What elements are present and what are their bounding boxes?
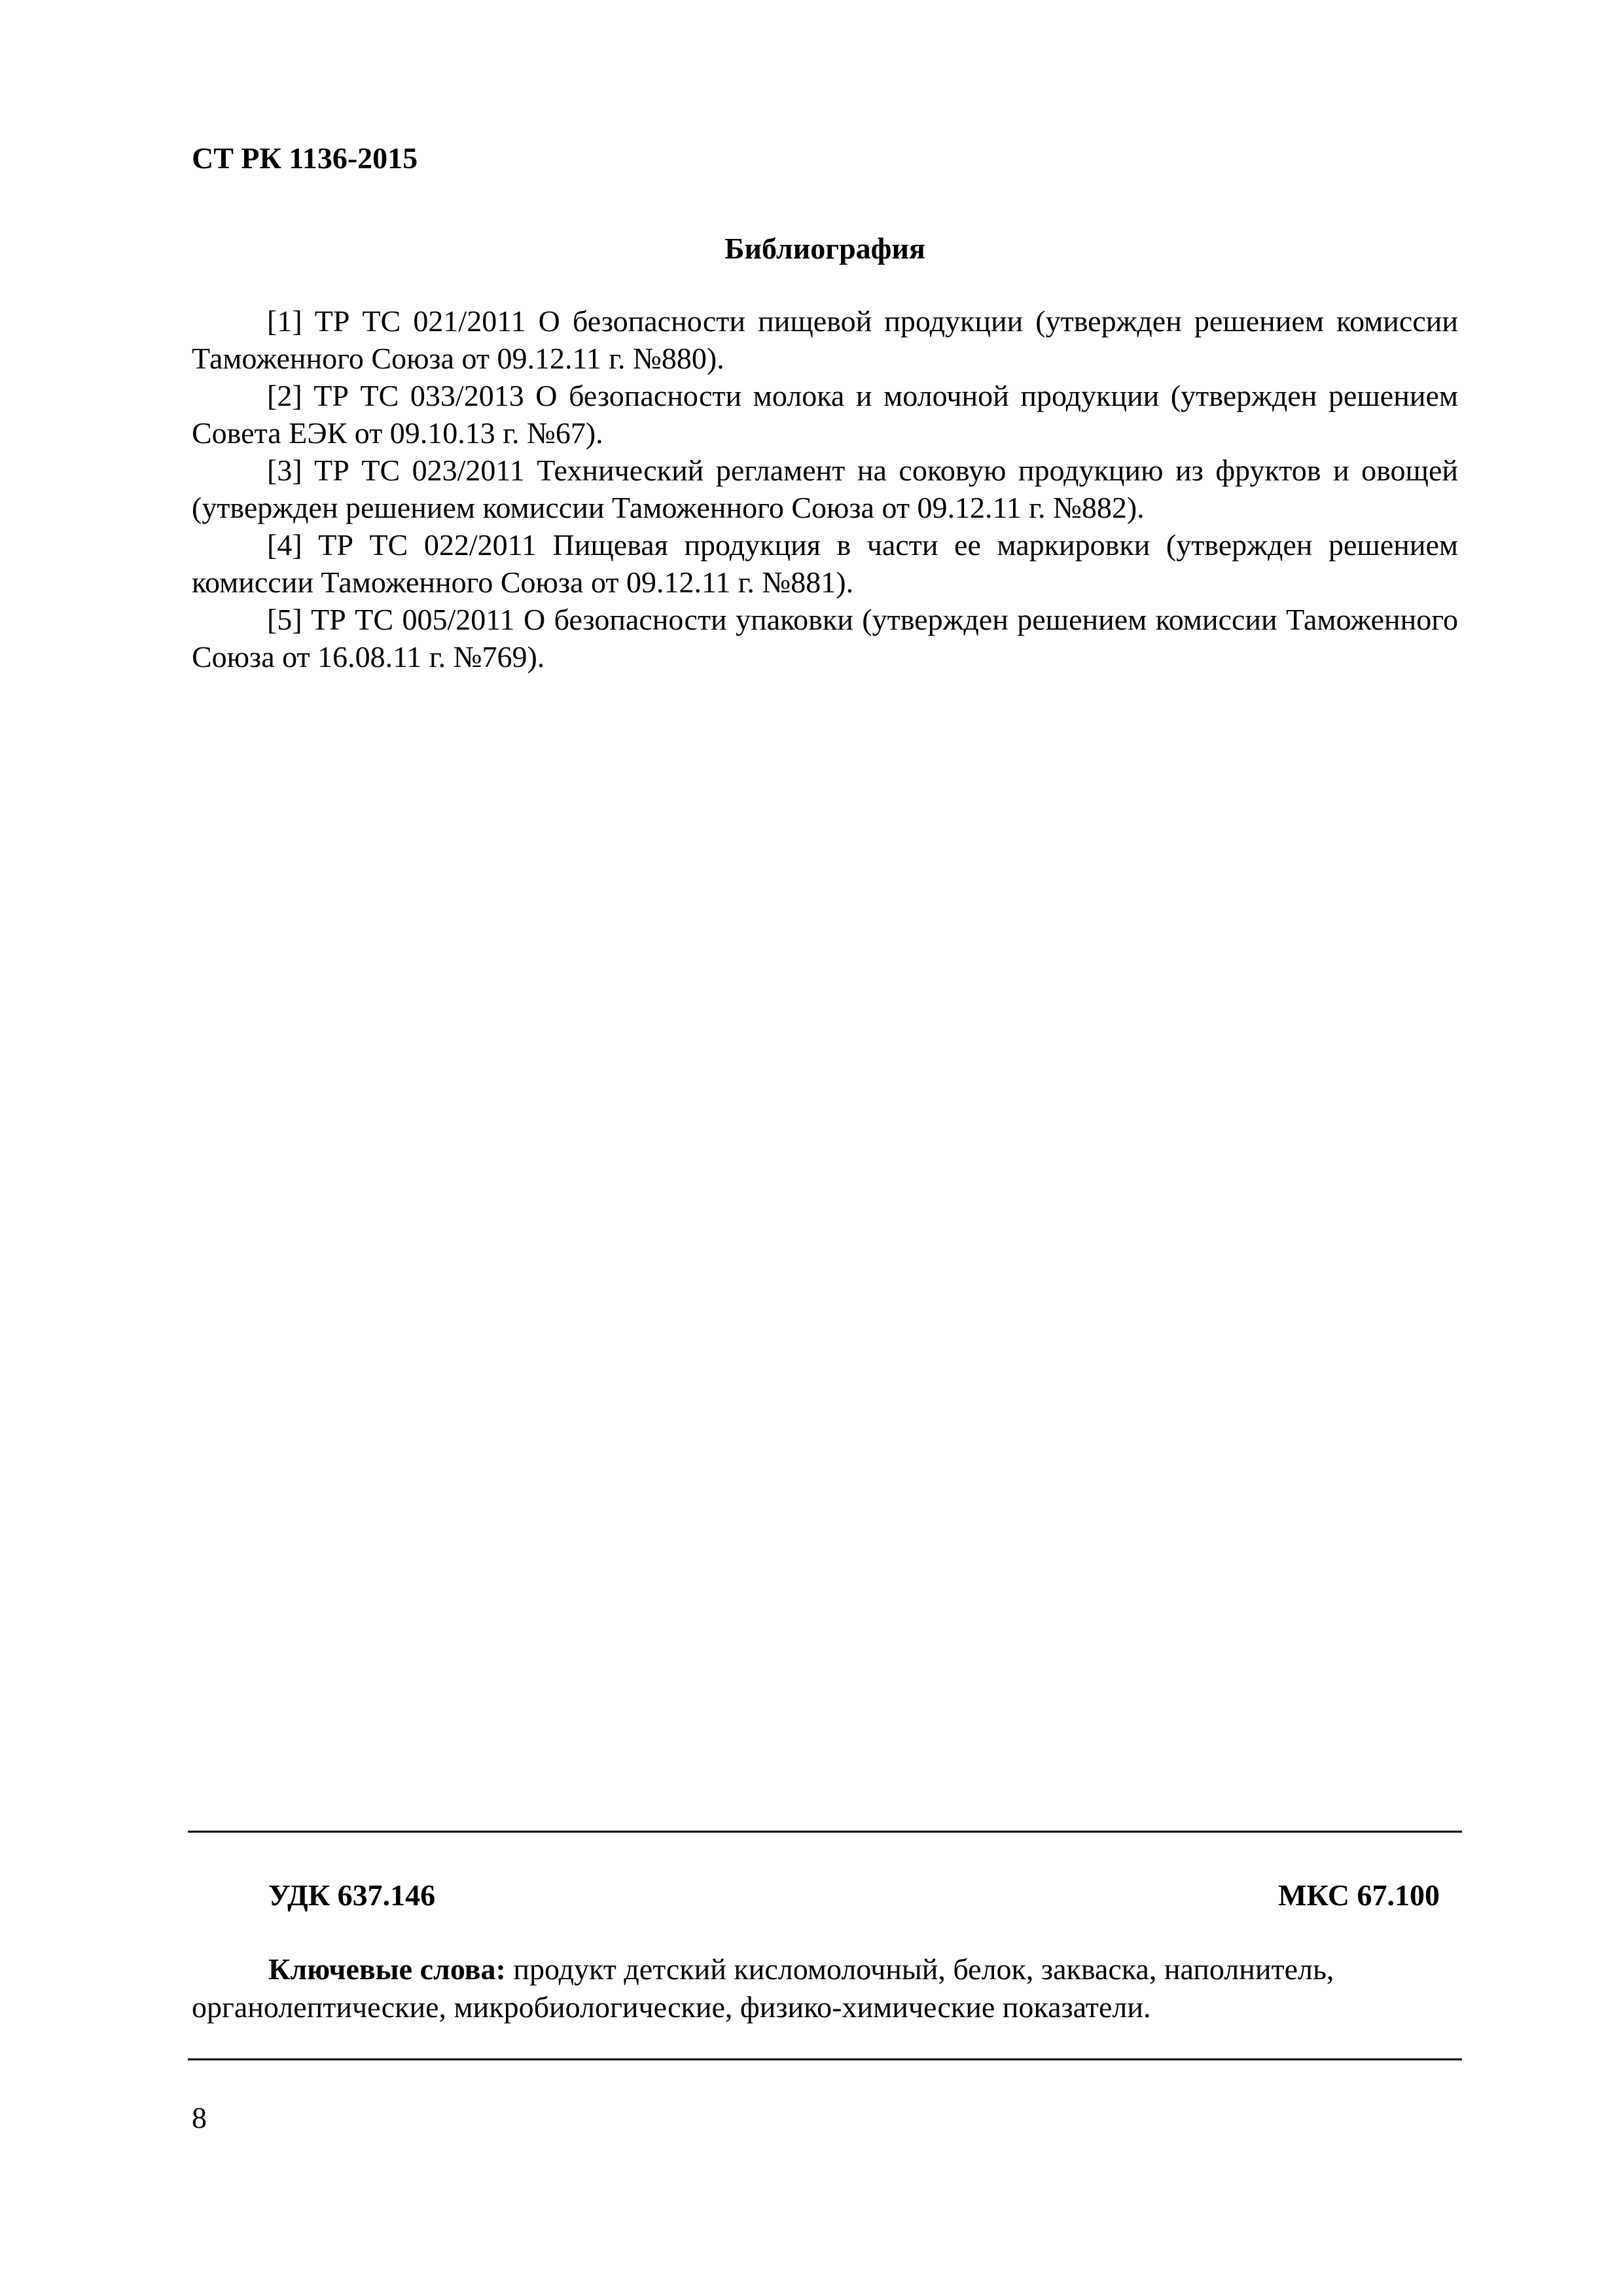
classification-row xyxy=(268,1876,1440,1915)
bibliography-title: Библиография xyxy=(724,232,925,265)
udk-code: УДК 637.146 xyxy=(268,1878,436,1912)
bibliography-entry-4: [4] ТР ТС 022/2011 Пищевая продукция в части ее маркировки (утвержден решением комиссии Таможенного Союза от 09.12.11 г. №881). xyxy=(192,528,1458,599)
bibliography-entry-1: [1] ТР ТС 021/2011 О безопасности пищевой продукции (утвержден решением комиссии Таможенного Союза от 09.12.11 г. №880). xyxy=(192,304,1458,375)
bibliography-entry-3: [3] ТР ТС 023/2011 Технический регламент на соковую продукцию из фруктов и овощей (утвержден решением комиссии Таможенного Союза от 09.12.11 г. №882). xyxy=(192,454,1458,524)
document-code: СТ РК 1136-2015 xyxy=(192,141,418,175)
mks-code: МКС 67.100 xyxy=(1278,1878,1440,1912)
bibliography-entry-5: [5] ТР ТС 005/2011 О безопасности упаковки (утвержден решением комиссии Таможенного Союза от 16.08.11 г. №769). xyxy=(192,603,1458,673)
keywords-text: продукт детский кисломолочный, белок, закваска, наполнитель, органолептические, микробиологические, физико-химические показатели. xyxy=(192,1952,1334,2024)
keywords-label: Ключевые слова: xyxy=(268,1952,506,1986)
bibliography-list xyxy=(192,302,1458,675)
divider-top xyxy=(188,1831,1462,1833)
keywords-paragraph xyxy=(192,1950,1458,2026)
divider-bottom xyxy=(188,2058,1462,2060)
bibliography-entry-2: [2] ТР ТС 033/2013 О безопасности молока и молочной продукции (утвержден решением Совета ЕЭК от 09.10.13 г. №67). xyxy=(192,379,1458,450)
page-number: 8 xyxy=(192,2101,207,2134)
